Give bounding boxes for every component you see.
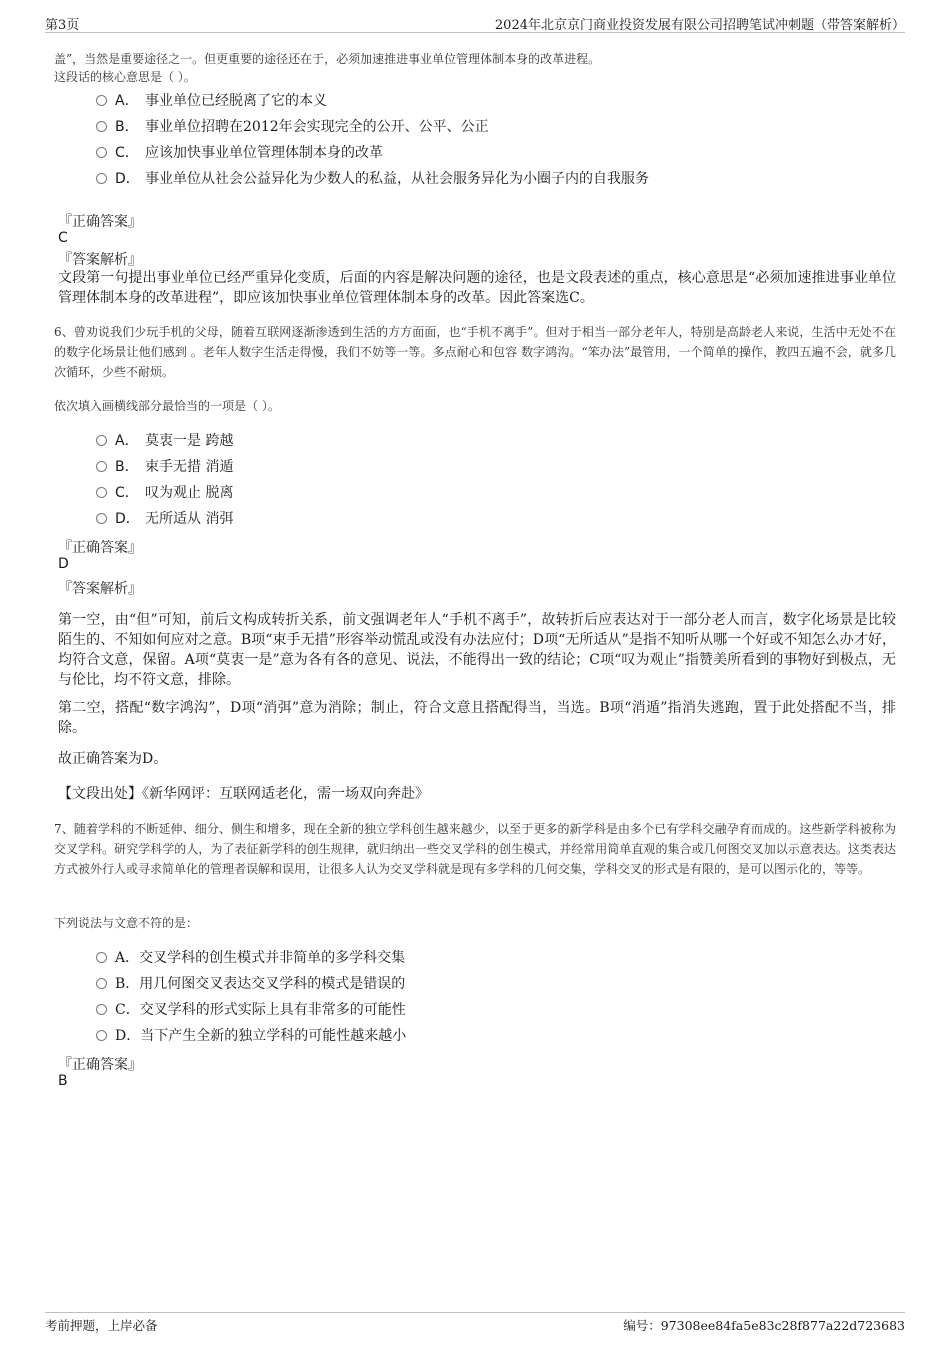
q6-analysis-label: 『答案解析』 (58, 581, 142, 597)
q5-question: 这段话的核心意思是（ ）。 (54, 70, 196, 84)
page-number: 第3页 (45, 18, 80, 33)
q5-option-b[interactable]: B． 事业单位招聘在2012年会实现完全的公开、公平、公正 (96, 116, 489, 138)
radio-icon[interactable] (96, 1030, 107, 1041)
q6-text: 6、曾劝说我们少玩手机的父母，随着互联网逐渐渗透到生活的方方面面，也“手机不离手”。但对于相当一部分老年人，特别是高龄老人来说，生活中无处不在的数字化场景让他们感到 。老年人数字生活走得慢，我们不妨等一等。多点耐心和包容 数字鸿沟。“笨办法”最管用，一个简单的操作，教四五遍不会，就多几次循环，少些不耐烦。 (54, 325, 896, 379)
q6-option-c[interactable]: C． 叹为观止 脱离 (96, 482, 233, 504)
radio-icon[interactable] (96, 121, 107, 132)
q6-source: 【文段出处】《新华网评：互联网适老化，需一场双向奔赴》 (58, 786, 429, 802)
q6-analysis-paragraph: 第二空，搭配“数字鸿沟”，D项“消弭”意为消除；制止，符合文意且搭配得当，当选。B项“消遁”指消失逃跑，置于此处搭配不当，排除。 (58, 700, 896, 736)
footer-slogan: 考前押题，上岸必备 (45, 1318, 158, 1333)
document-id: 编号：97308ee84fa5e83c28f877a22d723683 (623, 1318, 905, 1333)
q6-answer: D (58, 556, 69, 572)
q6-analysis-conclusion: 故正确答案为D。 (58, 751, 168, 767)
q5-option-a[interactable]: A． 事业单位已经脱离了它的本义 (96, 90, 327, 112)
radio-icon[interactable] (96, 461, 107, 472)
q7-option-d[interactable]: D．当下产生全新的独立学科的可能性越来越小 (96, 1025, 406, 1047)
q7-answer: B (58, 1073, 68, 1089)
q7-question: 下列说法与文意不符的是： (54, 916, 199, 930)
q7-text: 7、随着学科的不断延伸、细分、侧生和增多，现在全新的独立学科创生越来越少，以至于更多的新学科是由多个已有学科交融孕育而成的。这些新学科被称为交叉学科。研究学科学的人，为了表征新学科的创生规律，就归纳出一些交叉学科的创生模式，并经常用简单直观的集合或几何图交叉加以示意表达。这类表达方式被外行人或寻求简单化的管理者误解和误用，让很多人认为交叉学科就是现有多学科的几何交集，学科交叉的形式是有限的，是可以图示化的，等等。 (54, 822, 896, 876)
q6-option-d[interactable]: D． 无所适从 消弭 (96, 508, 233, 530)
q6-question: 依次填入画横线部分最恰当的一项是（ ）。 (54, 399, 280, 413)
radio-icon[interactable] (96, 147, 107, 158)
q6-analysis-paragraph: 第一空，由“但”可知，前后文构成转折关系，前文强调老年人“手机不离手”，故转折后应表达对于一部分老人而言，数字化场景是比较陌生的、不知如何应对之意。B项“束手无措”形容举动慌乱或没有办法应付；D项“无所适从”是指不知听从哪一个好或不知怎么办才好，均符合文意，保留。A项“莫衷一是”意为各有各的意见、说法，不能得出一致的结论；C项“叹为观止”指赞美所看到的事物好到极点，无与伦比，均不符文意，排除。 (58, 612, 896, 688)
radio-icon[interactable] (96, 952, 107, 963)
q6-option-a[interactable]: A． 莫衷一是 跨越 (96, 430, 233, 452)
radio-icon[interactable] (96, 1004, 107, 1015)
radio-icon[interactable] (96, 173, 107, 184)
q5-analysis-label: 『答案解析』 (58, 252, 142, 268)
radio-icon[interactable] (96, 513, 107, 524)
q6-answer-label: 『正确答案』 (58, 540, 142, 556)
q7-option-a[interactable]: A．交叉学科的创生模式并非简单的多学科交集 (96, 947, 405, 969)
q7-option-c[interactable]: C．交叉学科的形式实际上具有非常多的可能性 (96, 999, 406, 1021)
q5-answer: C (58, 230, 68, 246)
q7-option-b[interactable]: B．用几何图交叉表达交叉学科的模式是错误的 (96, 973, 405, 995)
q5-option-c[interactable]: C． 应该加快事业单位管理体制本身的改革 (96, 142, 383, 164)
q5-intro: 盖”，当然是重要途径之一。但更重要的途径还在于，必须加速推进事业单位管理体制本身的改革进程。 (54, 52, 601, 66)
q7-answer-label: 『正确答案』 (58, 1057, 142, 1073)
q5-option-d[interactable]: D． 事业单位从社会公益异化为少数人的私益，从社会服务异化为小圈子内的自我服务 (96, 168, 649, 190)
q6-option-b[interactable]: B． 束手无措 消遁 (96, 456, 233, 478)
q5-analysis: 文段第一句提出事业单位已经严重异化变质，后面的内容是解决问题的途径，也是文段表述的重点，核心意思是“必须加速推进事业单位管理体制本身的改革进程”，即应该加快事业单位管理体制本身的改革。因此答案选C。 (58, 270, 896, 306)
radio-icon[interactable] (96, 435, 107, 446)
radio-icon[interactable] (96, 95, 107, 106)
q5-answer-label: 『正确答案』 (58, 214, 142, 230)
page-footer (45, 1312, 905, 1335)
document-title: 2024年北京京门商业投资发展有限公司招聘笔试冲刺题（带答案解析） (494, 18, 905, 33)
radio-icon[interactable] (96, 487, 107, 498)
page-header (45, 12, 905, 33)
radio-icon[interactable] (96, 978, 107, 989)
